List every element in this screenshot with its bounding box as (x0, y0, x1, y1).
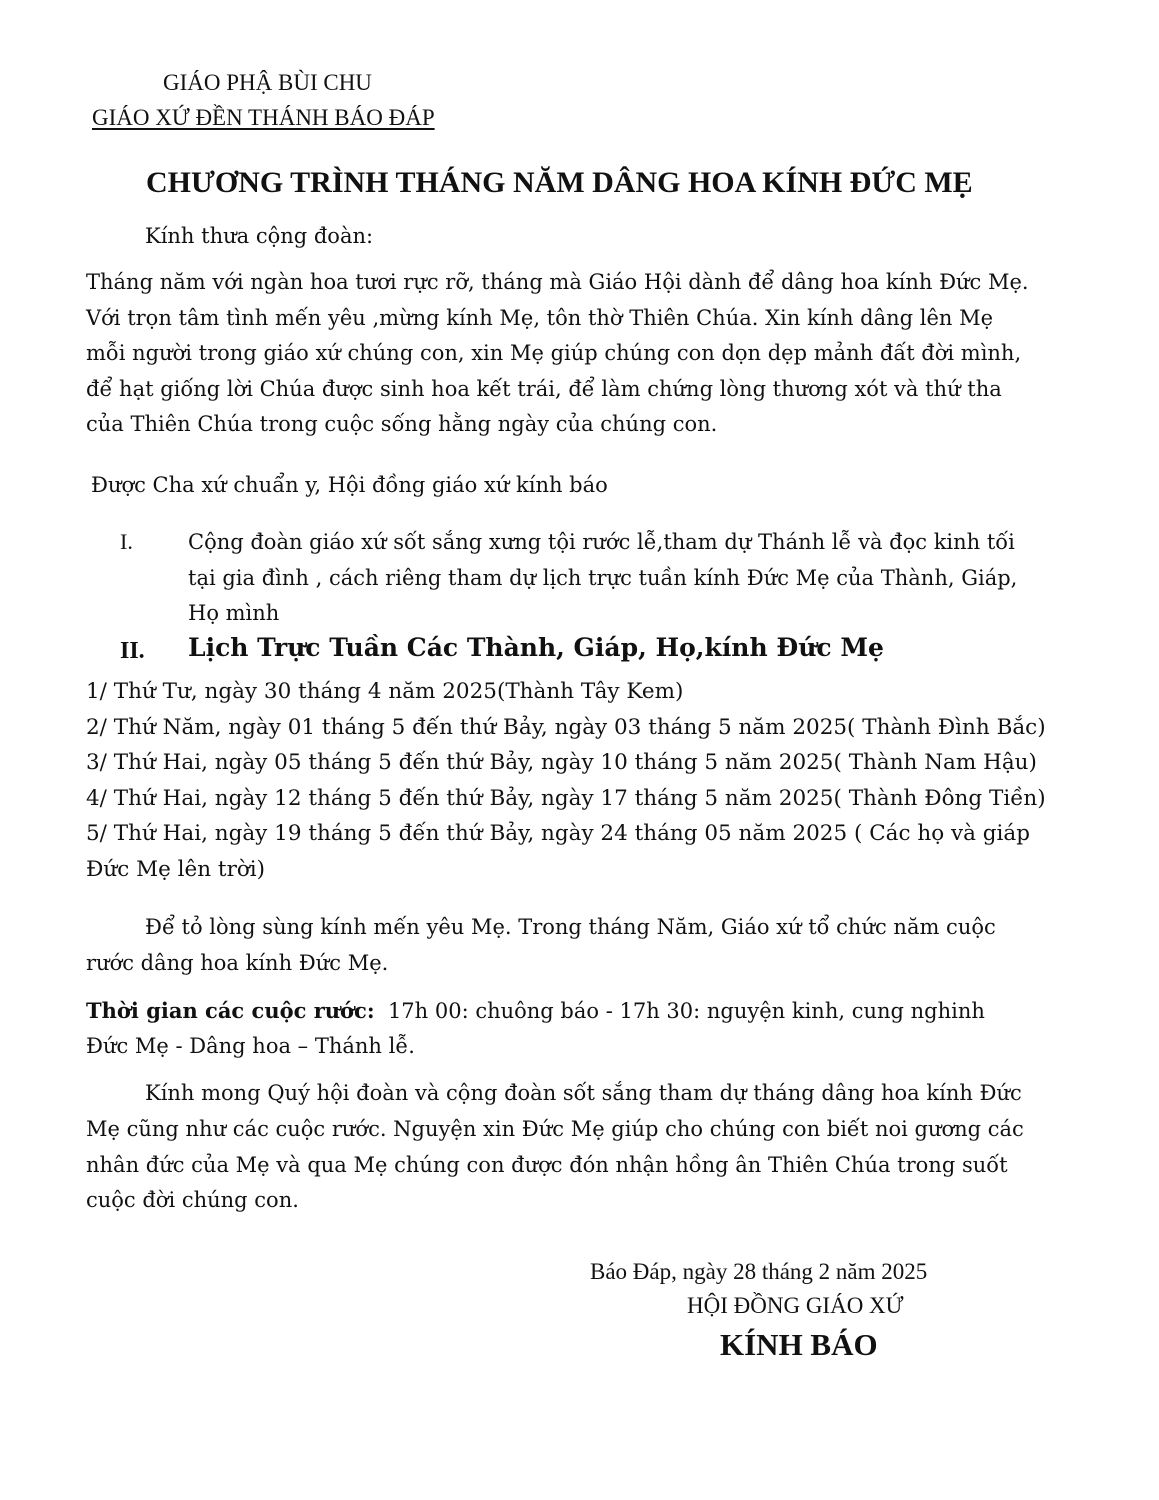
section-1-numeral: I. (120, 529, 133, 554)
procession-line-2: rước dâng hoa kính Đức Mẹ. (86, 951, 389, 975)
closing-line: nhân đức của Mẹ và qua Mẹ chúng con được đón nhận hồng ân Thiên Chúa trong suốt (86, 1152, 1008, 1177)
section-1-line: tại gia đình , cách riêng tham dự lịch trực tuần kính Đức Mẹ của Thành, Giáp, (188, 565, 1018, 590)
schedule-line: 2/ Thứ Năm, ngày 01 tháng 5 đến thứ Bảy, ngày 03 tháng 5 năm 2025( Thành Đình Bắc) (86, 714, 1046, 740)
time-schedule: 17h 00: chuông báo - 17h 30: nguyện kinh, cung nghinh (387, 999, 985, 1023)
intro-line: Tháng năm với ngàn hoa tươi rực rỡ, tháng mà Giáo Hội dành để dâng hoa kính Đức Mẹ. (86, 270, 1029, 294)
section-2-numeral: II. (120, 638, 145, 664)
approval-line: Được Cha xứ chuẩn y, Hội đồng giáo xứ kính báo (91, 473, 608, 497)
closing-rest (86, 1112, 1024, 1219)
intro-line: để hạt giống lời Chúa được sinh hoa kết trái, để làm chứng lòng thương xót và thứ tha (86, 376, 1002, 401)
schedule-line: 5/ Thứ Hai, ngày 19 tháng 5 đến thứ Bảy, ngày 24 tháng 05 năm 2025 ( Các họ và giáp (86, 821, 1031, 846)
intro-paragraph (86, 265, 1029, 443)
procession-line-1: Để tỏ lòng sùng kính mến yêu Mẹ. Trong tháng Năm, Giáo xứ tổ chức năm cuộc (145, 915, 996, 939)
schedule-line: 3/ Thứ Hai, ngày 05 tháng 5 đến thứ Bảy, ngày 10 tháng 5 năm 2025( Thành Nam Hậu) (86, 750, 1037, 775)
schedule-line: 4/ Thứ Hai, ngày 12 tháng 5 đến thứ Bảy, ngày 17 tháng 5 năm 2025( Thành Đông Tiền) (86, 785, 1046, 811)
schedule-line: 1/ Thứ Tư, ngày 30 tháng 4 năm 2025(Thành Tây Kem) (86, 679, 684, 704)
section-1-line: Họ mình (188, 601, 280, 625)
parish-name: GIÁO XỨ ĐỀN THÁNH BÁO ĐÁP (92, 105, 435, 130)
time-line-2: Đức Mẹ - Dâng hoa – Thánh lễ. (86, 1034, 415, 1058)
closing-line: Mẹ cũng như các cuộc rước. Nguyện xin Đức Mẹ giúp cho chúng con biết noi gương các (86, 1117, 1024, 1141)
signature-council: HỘI ĐỒNG GIÁO XỨ (687, 1293, 904, 1318)
page-title: CHƯƠNG TRÌNH THÁNG NĂM DÂNG HOA KÍNH ĐỨC MẸ (146, 166, 973, 199)
intro-line: của Thiên Chúa trong cuộc sống hằng ngày của chúng con. (86, 412, 718, 436)
closing-line: Kính mong Quý hội đoàn và cộng đoàn sốt sắng tham dự tháng dâng hoa kính Đức (145, 1081, 1022, 1105)
closing-line: cuộc đời chúng con. (86, 1188, 299, 1212)
time-line (86, 993, 985, 1030)
intro-line: Với trọn tâm tình mến yêu ,mừng kính Mẹ, tôn thờ Thiên Chúa. Xin kính dâng lên Mẹ (86, 305, 994, 330)
section-1-text (188, 525, 1017, 632)
intro-line: mỗi người trong giáo xứ chúng con, xin Mẹ giúp chúng con dọn dẹp mảnh đất đời mình, (86, 341, 1022, 365)
schedule-list (86, 674, 1046, 887)
time-label: Thời gian các cuộc rước: (86, 998, 375, 1023)
diocese-name: GIÁO PHẬ BÙI CHU (163, 70, 372, 95)
section-2-heading: Lịch Trực Tuần Các Thành, Giáp, Họ,kính Đức Mẹ (188, 633, 884, 662)
signature-date: Báo Đáp, ngày 28 tháng 2 năm 2025 (590, 1259, 928, 1284)
signature-closing: KÍNH BÁO (720, 1327, 878, 1362)
section-1-line: Cộng đoàn giáo xứ sốt sắng xưng tội rước lễ,tham dự Thánh lễ và đọc kinh tối (188, 530, 1015, 554)
schedule-line: Đức Mẹ lên trời) (86, 856, 266, 882)
greeting: Kính thưa cộng đoàn: (145, 224, 374, 248)
